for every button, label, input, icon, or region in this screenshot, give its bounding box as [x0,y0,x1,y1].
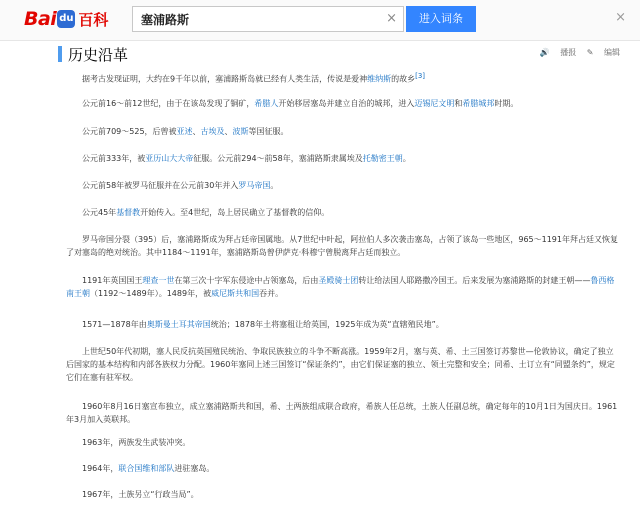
citation-link[interactable]: [3] [415,72,426,80]
article-link[interactable]: 亚述 [176,127,193,136]
section-accent-bar [58,46,62,62]
paragraph-text: 1191年英国国王 [82,276,143,285]
paragraph-text: （1192～1489年）。1489年，被 [90,289,212,298]
article-link[interactable]: 理查一世 [142,276,175,285]
article-paragraph [66,488,618,501]
section-header [58,44,628,66]
paragraph-text: 征服。公元前294～前58年，塞浦路斯隶属埃及 [193,154,363,163]
article-paragraph [66,462,618,475]
paragraph-text: 上世纪50年代初期，塞人民反抗英国殖民统治、争取民族独立的斗争不断高涨。1959年2月，塞与英、希、土三国签订苏黎世—伦敦协议，确定了独立后国家的基本结构和内部各族权力分配。1960年塞同上述三国签订“保证条约”，由它们保证塞的独立、领土完整和安全；同希、土订立有“同盟条约”，规定它们在塞有驻军权。 [66,347,615,382]
top-bar [0,0,640,41]
article-paragraph [66,318,618,331]
article-link[interactable]: 亚历山大大帝 [145,154,194,163]
search-box [132,6,404,32]
paragraph-text: 转让给法国人耶路撒冷国王。后来发展为塞浦路斯的封建王朝—— [358,276,591,285]
section-title: 历史沿革 [68,46,129,64]
broadcast-label: 播报 [560,48,577,57]
paragraph-text: 、 [224,127,233,136]
paragraph-text: 进驻塞岛。 [174,464,215,473]
article-paragraph [66,152,618,165]
article-link[interactable]: 奥斯曼土耳其帝国 [146,320,211,329]
paragraph-text: 、 [192,127,201,136]
paragraph-text: 公元前58年被罗马征服并在公元前30年并入 [82,181,239,190]
article-link[interactable]: 圣殿骑士团 [318,276,359,285]
article-link[interactable]: 托勒密王朝 [362,154,403,163]
paragraph-text: 开始移居塞岛并建立自治的城邦，进入 [278,99,415,108]
paragraph-text: 1960年8月16日塞宣布独立，成立塞浦路斯共和国，希、土两族组成联合政府，希族人任总统，土族人任副总统，确定每年的10月1日为国庆日。1961年3月加入英联邦。 [66,402,618,424]
enter-entry-button[interactable]: 进入词条 [406,6,476,32]
paragraph-text: 吞并。 [259,289,284,298]
paragraph-text: 1571—1878年由 [82,320,147,329]
paragraph-text: 开始传入。至4世纪，岛上居民确立了基督教的信仰。 [140,208,330,217]
article-paragraph [66,345,618,384]
paragraph-text: 时期。 [494,99,519,108]
logo-baike-text: 百科 [78,10,109,29]
article-paragraph [66,97,618,110]
paragraph-text: 在第三次十字军东侵途中占领塞岛，后由 [174,276,319,285]
paragraph-text: 公元前709～525，后曾被 [82,127,177,136]
paragraph-text: 1964年， [82,464,119,473]
broadcast-button[interactable]: 🔊 播报 [539,48,577,57]
paragraph-text: 1967年，土族另立“行政当局”。 [82,490,199,499]
edit-label: 编辑 [604,48,620,57]
article-link[interactable]: 波斯 [232,127,249,136]
article-link[interactable]: 基督教 [116,208,141,217]
section-actions [532,47,620,58]
article-paragraph [66,206,618,219]
paragraph-text: 和 [454,99,463,108]
edit-button[interactable]: ✎ 编辑 [586,48,620,57]
article-link[interactable]: 联合国维和部队 [118,464,175,473]
article-link[interactable]: 迈锡尼文明 [414,99,455,108]
article-paragraph [66,179,618,192]
article-link[interactable]: 古埃及 [200,127,225,136]
article-link[interactable]: 鲁西格南王朝 [66,276,615,298]
paragraph-text: 公元前333年，被 [82,154,146,163]
paragraph-text: 罗马帝国分裂（395）后，塞浦路斯成为拜占廷帝国属地。从7世纪中叶起，阿拉伯人多次袭击塞岛，占领了该岛一些地区，965～1191年拜占廷又恢复了对塞岛的绝对统治。其中1184～1191年，塞浦路斯岛曾伊萨克·科穆宁曾脱离拜占廷而独立。 [66,235,618,257]
paragraph-text: 。 [402,154,411,163]
paw-icon: du [57,10,75,28]
logo-bai-text: Bai [24,8,57,30]
search-input[interactable] [133,7,389,31]
article-paragraph [66,233,618,259]
paragraph-text: 等国征服。 [248,127,289,136]
article-paragraph [66,125,618,138]
paragraph-text: 据考古发现证明，大约在9千年以前，塞浦路斯岛就已经有人类生活，传说是爱神 [82,74,368,84]
article-paragraph [66,274,618,300]
article-paragraph [66,436,618,449]
paragraph-text: 统治；1878年土将塞租让给英国，1925年成为英“直辖殖民地”。 [210,320,444,329]
article-link[interactable]: 希腊城邦 [462,99,495,108]
paragraph-text: 。 [270,181,279,190]
article-paragraph [66,70,618,86]
paragraph-text: 1963年，两族发生武装冲突。 [82,438,191,447]
article-link[interactable]: 希腊人 [254,99,279,108]
article-link[interactable]: 威尼斯共和国 [211,289,260,298]
baidu-baike-logo[interactable] [24,6,108,32]
article-link[interactable]: 维纳斯 [367,74,392,84]
article-link[interactable]: 罗马帝国 [238,181,271,190]
paragraph-text: 公元前16～前12世纪，由于在该岛发现了铜矿， [82,99,255,108]
clear-icon[interactable]: × [386,11,397,26]
close-icon[interactable]: × [615,10,626,25]
article-paragraph [66,400,618,426]
paragraph-text: 公元45年 [82,208,117,217]
paragraph-text: 的故乡 [391,74,416,84]
